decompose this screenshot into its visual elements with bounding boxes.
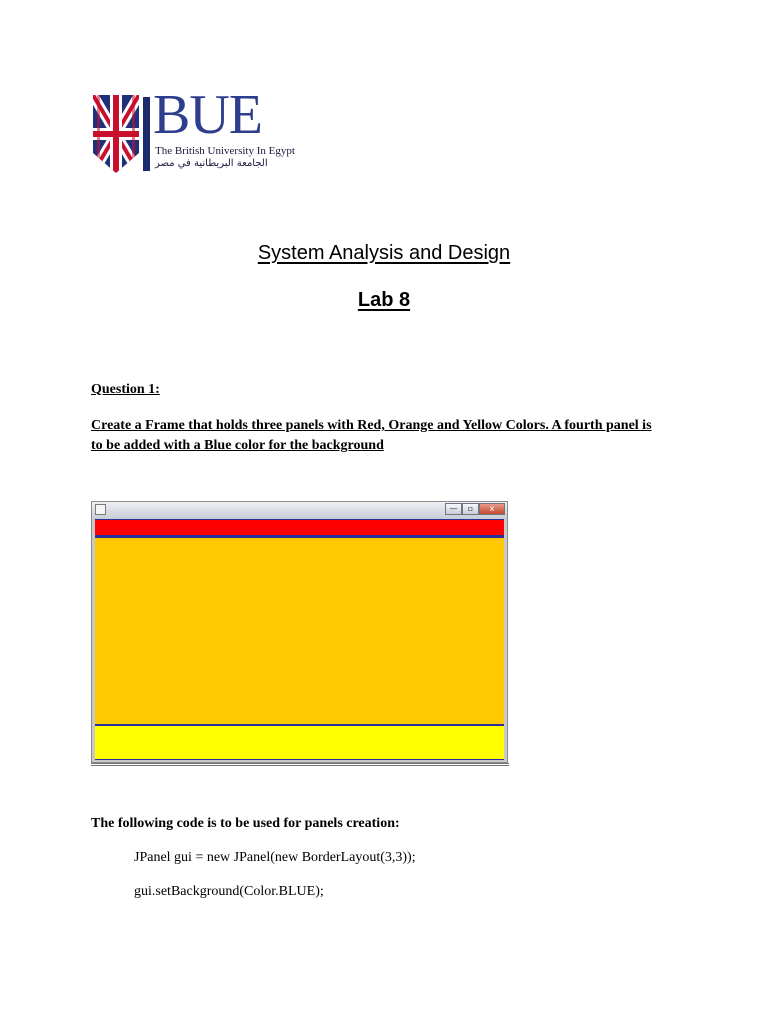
- union-jack-shield-icon: [93, 95, 139, 173]
- minimize-icon[interactable]: —: [445, 503, 462, 515]
- window-controls: [445, 503, 505, 516]
- java-app-icon: [95, 504, 106, 515]
- window-bottom-edge: [91, 763, 509, 766]
- bue-logo: [93, 84, 295, 175]
- close-icon[interactable]: x: [479, 503, 505, 515]
- logo-divider: [143, 97, 150, 171]
- code-line: JPanel gui = new JPanel(new BorderLayout(3,3));: [134, 850, 416, 865]
- logo-arabic-name: الجامعة البريطانية في مصر: [155, 158, 268, 169]
- code-intro: The following code is to be used for panels creation:: [91, 816, 400, 831]
- question-label: Question 1:: [91, 382, 160, 397]
- red-panel: [95, 520, 504, 535]
- blue-background-panel: [95, 519, 504, 760]
- yellow-panel: [95, 726, 504, 759]
- lab-number: Lab 8: [357, 289, 411, 311]
- logo-english-name: The British University In Egypt: [155, 145, 295, 157]
- orange-panel: [95, 538, 504, 724]
- question-text: Create a Frame that holds three panels with Red, Orange and Yellow Colors. A fourth panel is to be added with a Blue color for the background: [91, 418, 652, 453]
- window-titlebar: [92, 502, 507, 519]
- maximize-icon[interactable]: ▫: [462, 503, 479, 515]
- code-line: gui.setBackground(Color.BLUE);: [134, 884, 324, 899]
- java-window-screenshot: [91, 501, 508, 763]
- document-title: System Analysis and Design: [257, 242, 511, 264]
- logo-wordmark: BUE: [153, 84, 262, 146]
